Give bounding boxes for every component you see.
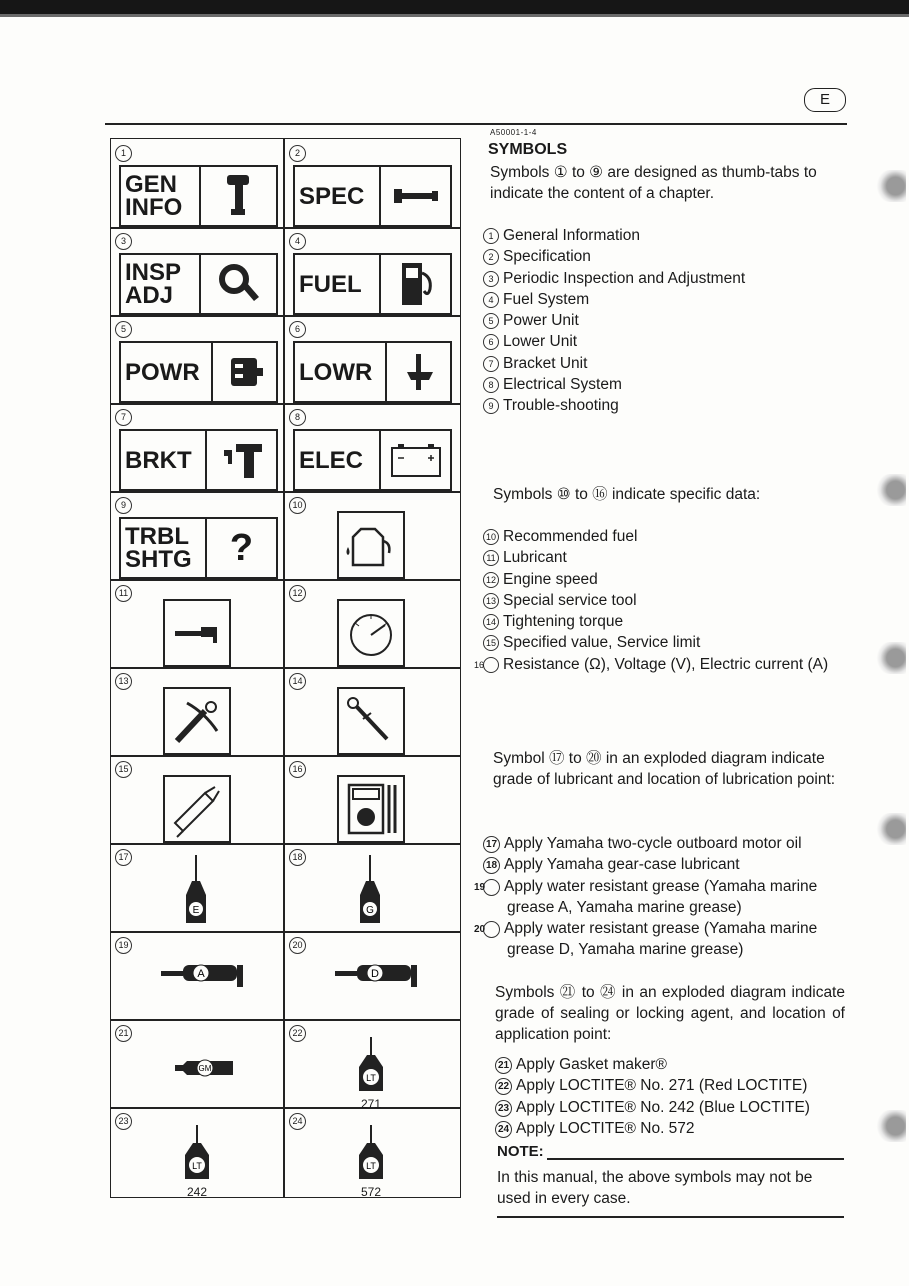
multimeter-icon [337,775,405,843]
list-item: 13 Special service tool [483,590,843,611]
list-item: 14 Tightening torque [483,611,843,632]
list-number: 4 [483,292,499,308]
thumb-tab-powr: POWR [119,341,278,403]
intro-lubricant: Symbol ⑰ to ⑳ in an exploded diagram indicate grade of lubricant and location of lubrication point: [493,750,836,788]
list-number: 1 [483,228,499,244]
symbol-cell-loctite-242: 23 LT 242 [111,1107,283,1197]
symbol-cell-engine-speed: 12 [285,579,457,667]
gasket-tube-icon [171,1055,241,1081]
lubricant-list [473,833,848,961]
list-item: 6 Lower Unit [483,331,745,352]
symbol-cell-gen-info: 1 GEN INFO [111,139,283,227]
scan-top-border [0,0,909,14]
engine-block-icon [213,343,276,401]
svg-text:E: E [192,905,200,916]
symbol-cell-loctite-572: 24 LT 572 [285,1107,457,1197]
lower-unit-icon [387,343,450,401]
list-item: 17 Apply Yamaha two-cycle outboard motor oil [483,833,848,854]
symbol-cell-spec: 2 SPEC [285,139,457,227]
thumb-tab-trbl-shtg: TRBL SHTG ? [119,517,278,579]
thumb-tab-marker [876,642,906,674]
list-number: 8 [483,377,499,393]
loctite-bottle-icon [356,1037,386,1095]
fuel-can-icon [337,511,405,579]
caliper-icon [163,775,231,843]
oil-bottle-icon [355,855,385,927]
thumb-tab-spec: SPEC [293,165,452,227]
symbol-cell-gasket-maker: 21 GM [111,1019,283,1107]
list-number: 3 [483,271,499,287]
svg-text:LT: LT [192,1161,202,1171]
note-text: In this manual, the above symbols may not be used in every case. [497,1169,813,1207]
specific-data-list [473,526,843,675]
oil-bottle-icon [181,855,211,927]
list-item: 23 Apply LOCTITE® No. 242 (Blue LOCTITE) [495,1097,860,1118]
list-item: 7 Bracket Unit [483,353,745,374]
list-item: 21 Apply Gasket maker® [495,1054,860,1075]
thumb-tab-insp-adj: INSP ADJ [119,253,278,315]
list-item: 1 General Information [483,225,745,246]
list-item: 19 Apply water resistant grease (Yamaha marine grease A, Yamaha marine grease) [473,877,818,916]
intro-sealing: Symbols ㉑ to ㉔ in an exploded diagram indicate grade of sealing or locking agent, and location of application point: [495,984,845,1043]
list-item: 16 Resistance (Ω), Voltage (V), Electric current (A) [473,655,829,673]
svg-text:G: G [366,905,374,916]
symbol-cell-powr: 5 POWR [111,315,283,403]
special-tool-icon [163,687,231,755]
battery-icon [381,431,450,489]
symbol-cell-outboard-oil: 17 E [111,843,283,931]
page-title: SYMBOLS [488,141,568,158]
list-number: 7 [483,356,499,372]
symbol-cell-trbl-shtg: 9 TRBL SHTG ? [111,491,283,579]
list-item: 10 Recommended fuel [483,526,843,547]
list-number: 6 [483,334,499,350]
symbol-cell-grease-d: 20 D [285,931,457,1019]
loctite-number: 572 [360,1185,382,1199]
symbol-cell-multimeter: 16 [285,755,457,843]
svg-text:LT: LT [366,1161,376,1171]
list-item: 20 Apply water resistant grease (Yamaha marine grease D, Yamaha marine grease) [473,920,818,959]
symbol-cell-torque: 14 [285,667,457,755]
symbol-cell-gearcase-lube: 18 G [285,843,457,931]
header-rule [105,123,847,125]
scan-top-shadow [0,14,909,17]
wrench-gauge-icon [381,167,450,225]
loctite-number: 242 [186,1185,208,1199]
list-number: 9 [483,398,499,414]
symbol-cell-lubricant: 11 [111,579,283,667]
fuel-pump-icon [381,255,450,313]
loctite-number: 271 [360,1097,382,1111]
thumb-tab-lowr: LOWR [293,341,452,403]
thumb-tab-marker [876,813,906,845]
symbol-cell-fuel-can: 10 [285,491,457,579]
list-item: 12 Engine speed [483,569,843,590]
list-number: 2 [483,249,499,265]
list-item: 9 Trouble-shooting [483,395,745,416]
list-number: 5 [483,313,499,329]
svg-text:GM: GM [198,1064,212,1073]
list-item: 4 Fuel System [483,289,745,310]
symbol-cell-special-tool: 13 [111,667,283,755]
list-item: 22 Apply LOCTITE® No. 271 (Red LOCTITE) [495,1075,860,1096]
list-item: 5 Power Unit [483,310,745,331]
thumb-tab-marker [876,170,906,202]
list-item: 15 Specified value, Service limit [483,632,843,653]
list-item: 18 Apply Yamaha gear-case lubricant [483,854,848,875]
list-item: 2 Specification [483,246,745,267]
svg-text:A: A [197,968,205,980]
language-badge: E [804,88,846,112]
thumb-tab-marker [876,1110,906,1142]
thumb-tab-list [483,225,745,417]
svg-text:LT: LT [366,1073,376,1083]
thumb-tab-elec: ELEC [293,429,452,491]
note-end-rule [497,1216,844,1218]
symbol-cell-insp-adj: 3 INSP ADJ [111,227,283,315]
thumb-tab-gen-info: GEN INFO [119,165,278,227]
sealing-list [495,1054,860,1139]
grease-tube-icon [331,959,431,991]
loctite-bottle-icon [182,1125,212,1183]
symbol-grid [110,138,461,1198]
intro-thumb-tabs: Symbols ① to ⑨ are designed as thumb-tabs to indicate the content of a chapter. [490,164,817,202]
symbol-cell-fuel: 4 FUEL [285,227,457,315]
tachometer-icon [337,599,405,667]
question-mark-icon: ? [229,526,254,569]
torque-wrench-icon [337,687,405,755]
thumb-tab-fuel: FUEL [293,253,452,315]
list-item: 11 Lubricant [483,547,843,568]
symbol-cell-specified-value: 15 [111,755,283,843]
symbol-cell-loctite-271: 22 LT 271 [285,1019,457,1107]
bracket-icon [207,431,276,489]
symbol-cell-brkt: 7 BRKT [111,403,283,491]
inspection-wrench-icon [201,255,276,313]
list-item: 24 Apply LOCTITE® No. 572 [495,1118,860,1139]
symbol-cell-lowr: 6 LOWR [285,315,457,403]
svg-text:D: D [371,968,379,980]
grease-tube-icon [157,959,257,991]
intro-specific-data: Symbols ⑩ to ⑯ indicate specific data: [493,486,761,503]
symbol-cell-elec: 8 ELEC [285,403,457,491]
symbol-cell-grease-a: 19 A [111,931,283,1019]
reference-code: A50001-1-4 [490,128,537,137]
list-item: 8 Electrical System [483,374,745,395]
list-item: 3 Periodic Inspection and Adjustment [483,268,745,289]
thumb-tab-brkt: BRKT [119,429,278,491]
note-label: NOTE: [497,1143,544,1160]
note-rule [547,1158,844,1160]
outboard-motor-icon [201,167,276,225]
loctite-bottle-icon [356,1125,386,1183]
grease-tube-icon [163,599,231,667]
thumb-tab-marker [876,474,906,506]
